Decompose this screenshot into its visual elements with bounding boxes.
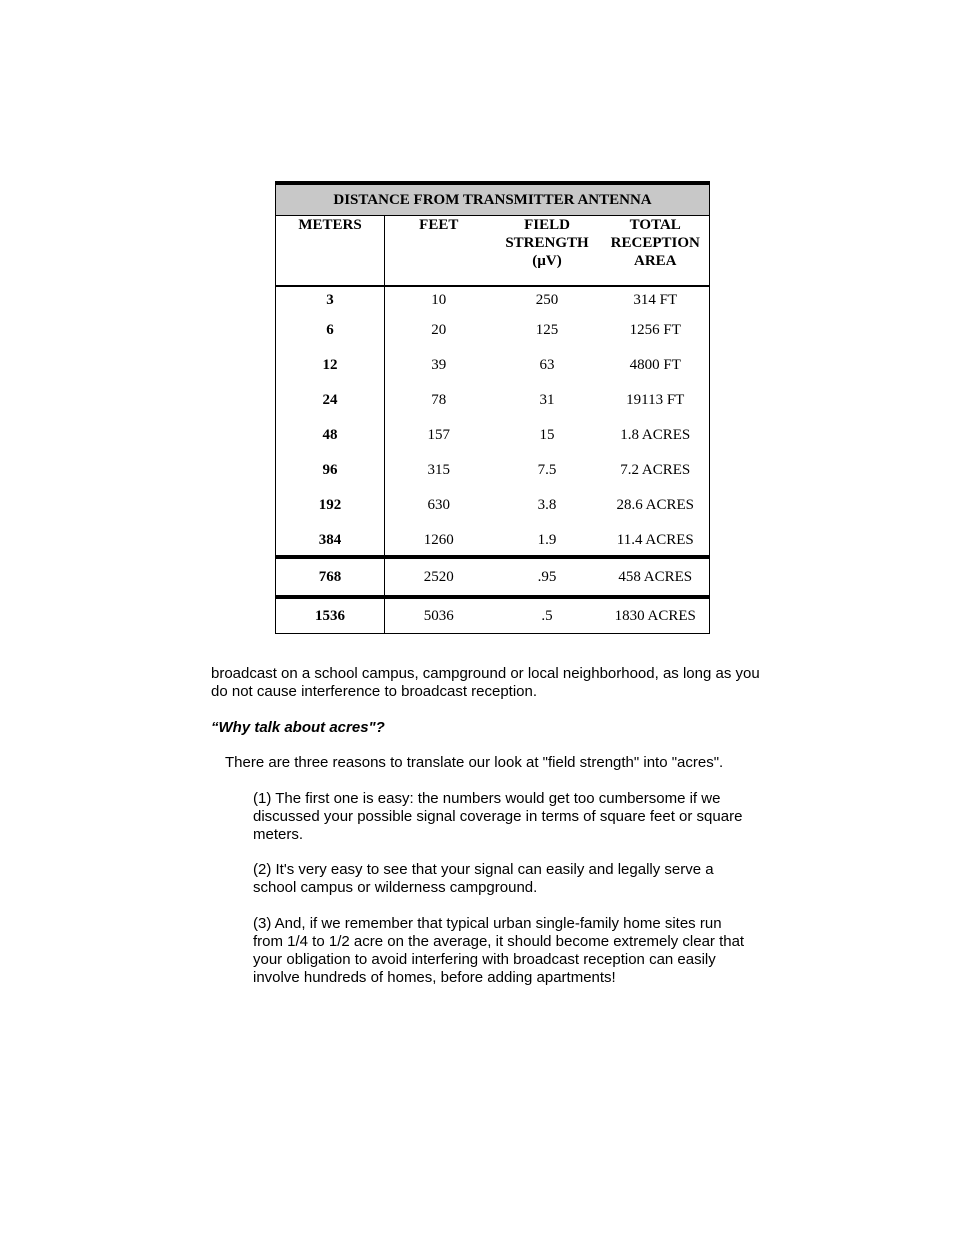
cell-field-strength: 63	[539, 356, 555, 373]
cell-meters: 12	[276, 352, 385, 387]
cell-meters: 24	[276, 387, 385, 422]
cell-field-strength: 7.5	[537, 461, 557, 478]
cell-feet: 630	[427, 496, 450, 513]
cell-meters: 768	[276, 557, 385, 597]
distance-table	[275, 181, 710, 634]
distance-table-container	[275, 181, 709, 634]
cell-feet: 315	[427, 461, 450, 478]
table-header-row	[276, 216, 710, 286]
cell-reception-area: 28.6 ACRES	[602, 492, 710, 527]
cell-feet: 1260	[385, 527, 493, 557]
cell-reception-area: 7.2 ACRES	[602, 457, 710, 492]
table-title: DISTANCE FROM TRANSMITTER ANTENNA	[276, 183, 710, 216]
cell-feet: 78	[431, 391, 447, 408]
cell-feet: 5036	[385, 597, 493, 634]
cell-field-strength: 1.9	[493, 527, 602, 557]
table-row	[276, 387, 710, 422]
cell-reception-area: 11.4 ACRES	[602, 527, 710, 557]
cell-meters: 3	[276, 286, 385, 317]
table-row	[276, 492, 710, 527]
table-row	[276, 597, 710, 634]
intro-paragraph: broadcast on a school campus, campground or local neighborhood, as long as you do not cause interference to broadcast reception.	[211, 665, 760, 700]
cell-field-strength: 3.8	[537, 496, 557, 513]
column-header-reception-area: TOTAL RECEPTION AREA	[602, 216, 710, 286]
column-header-feet: FEET	[385, 216, 493, 286]
cell-field-strength: 125	[535, 321, 559, 338]
column-header-field-strength: FIELD STRENGTH (µV)	[493, 216, 602, 286]
cell-field-strength: 31	[539, 391, 555, 408]
cell-reception-area: 314 FT	[602, 286, 710, 317]
cell-meters: 192	[276, 492, 385, 527]
table-row	[276, 317, 710, 352]
cell-meters: 384	[276, 527, 385, 557]
cell-reception-area: 4800 FT	[602, 352, 710, 387]
cell-meters: 48	[276, 422, 385, 457]
cell-reception-area: 19113 FT	[602, 387, 710, 422]
cell-field-strength: .95	[493, 557, 602, 597]
cell-feet: 10	[431, 291, 447, 308]
table-row	[276, 557, 710, 597]
column-header-meters: METERS	[276, 216, 385, 286]
cell-feet: 2520	[385, 557, 493, 597]
cell-feet: 157	[427, 426, 450, 443]
reason-item-1: (1) The first one is easy: the numbers would get too cumbersome if we discussed your possible signal coverage in terms of square feet or square meters.	[253, 790, 743, 843]
cell-meters: 1536	[276, 597, 385, 634]
table-row	[276, 422, 710, 457]
table-row	[276, 527, 710, 557]
cell-field-strength: 250	[535, 291, 559, 308]
reason-item-3: (3) And, if we remember that typical urban single-family home sites run from 1/4 to 1/2 acre on the average, it should become extremely clear that your obligation to avoid interfering with broadcast reception can easily involve hundreds of homes, before adding apartments!	[253, 915, 745, 986]
cell-feet: 39	[431, 356, 447, 373]
table-row	[276, 457, 710, 492]
table-row	[276, 286, 710, 317]
reason-item-2: (2) It's very easy to see that your signal can easily and legally serve a school campus or wilderness campground.	[253, 861, 714, 896]
section-heading: “Why talk about acres"?	[211, 719, 385, 736]
table-row	[276, 352, 710, 387]
cell-reception-area: 1830 ACRES	[602, 597, 710, 634]
reasons-intro-paragraph: There are three reasons to translate our look at "field strength" into "acres".	[225, 754, 724, 771]
cell-field-strength: .5	[493, 597, 602, 634]
cell-meters: 6	[276, 317, 385, 352]
cell-meters: 96	[276, 457, 385, 492]
cell-reception-area: 1.8 ACRES	[602, 422, 710, 457]
cell-reception-area: 458 ACRES	[602, 557, 710, 597]
cell-reception-area: 1256 FT	[602, 317, 710, 352]
cell-feet: 20	[431, 321, 447, 338]
cell-field-strength: 15	[539, 426, 555, 443]
